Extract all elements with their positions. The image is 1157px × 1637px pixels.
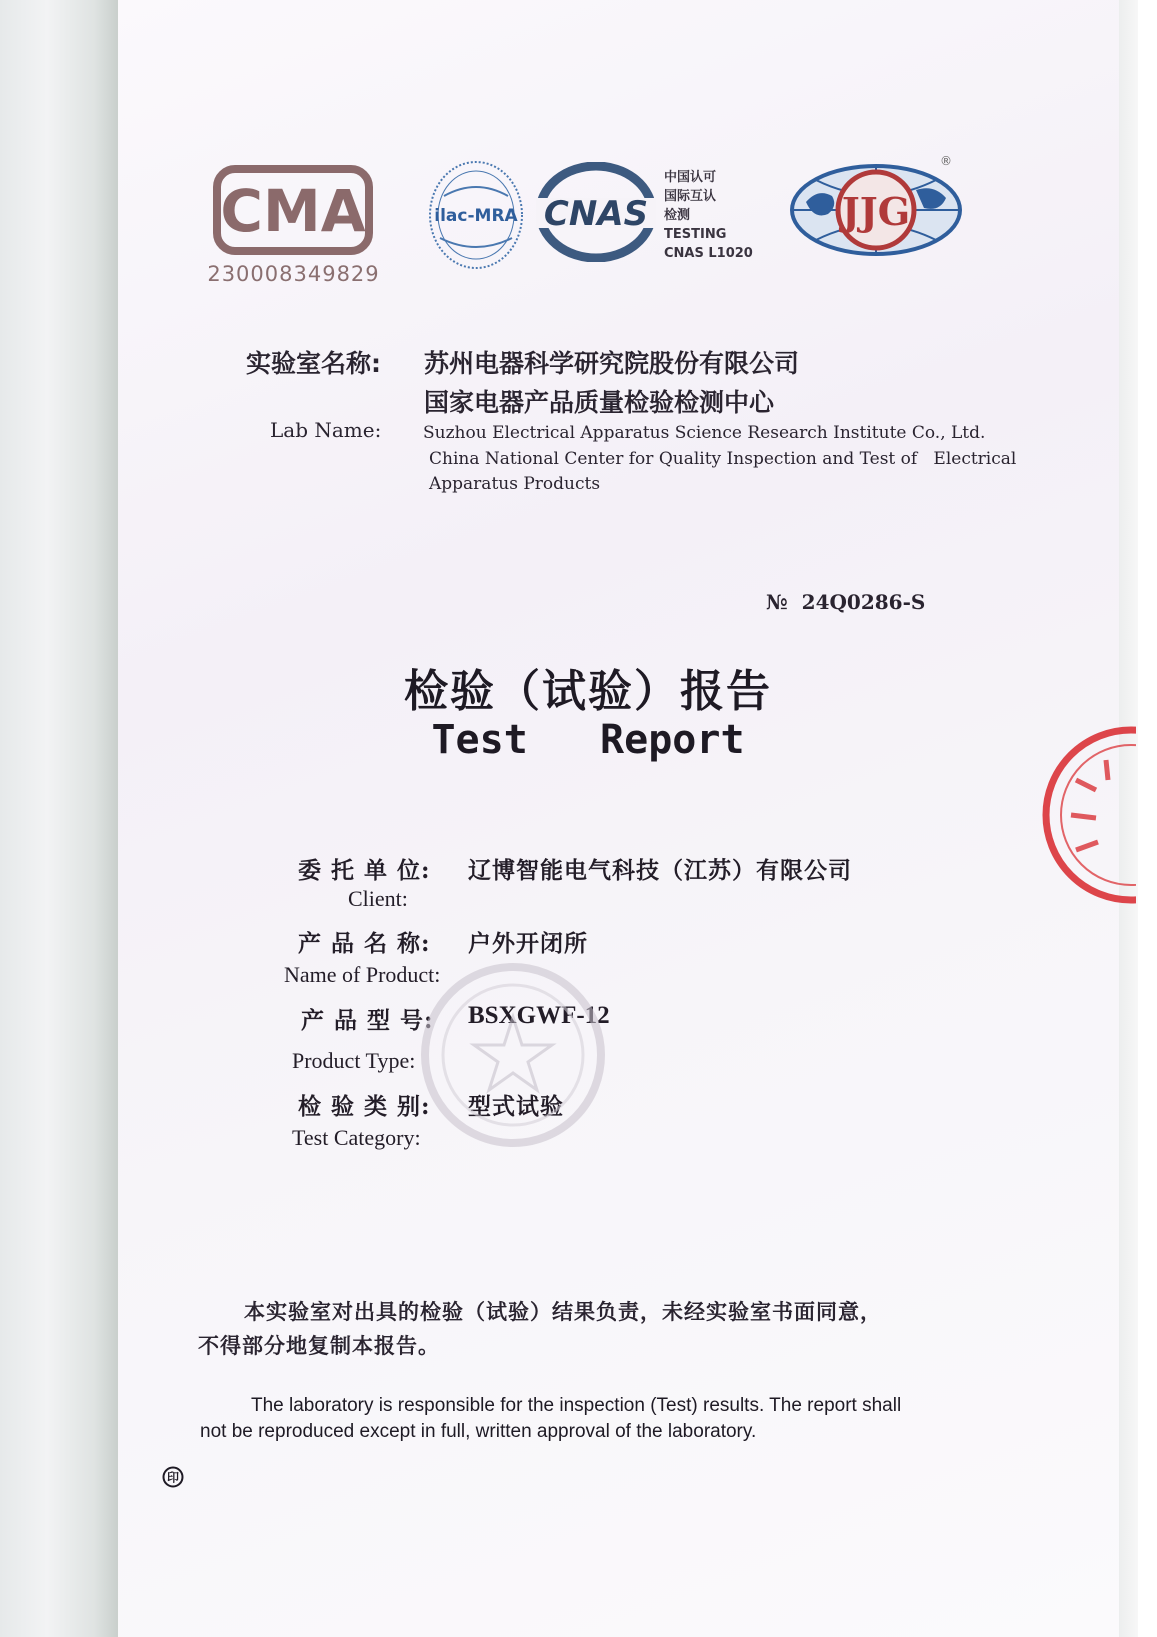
report-title-zh: 检验（试验）报告 (404, 666, 772, 717)
cnas-logo (536, 162, 656, 262)
registered-symbol: ® (940, 154, 952, 168)
ilac-mark-text: ilac-MRA (434, 206, 518, 226)
lab-name-label-en: Lab Name: (270, 418, 382, 442)
product-type-value: BSXGWF-12 (468, 1002, 610, 1029)
statement-en-line-2: not be reproduced except in full, written approval of the laboratory. (200, 1421, 757, 1442)
cnas-line-5: CNAS L1020 (664, 246, 753, 261)
embossed-seal (418, 955, 608, 1155)
report-number: № 24Q0286-S (766, 590, 926, 614)
cnas-line-1: 中国认可 (664, 170, 717, 185)
globe-certification-logo (786, 160, 966, 260)
cnas-mark-text: CNAS (543, 194, 649, 234)
lab-name-en-line-3: Apparatus Products (429, 474, 601, 494)
cma-certificate-number: 230008349829 (207, 262, 380, 286)
cma-logo (213, 165, 373, 255)
binder-edge (0, 0, 119, 1637)
cnas-line-4: TESTING (664, 227, 727, 242)
product-name-value: 户外开闭所 (468, 930, 588, 957)
ccc-mark-text: JJG (841, 189, 911, 234)
cnas-line-3: 检测 (664, 208, 691, 223)
product-type-label-zh: 产 品 型 号: (301, 1007, 434, 1034)
print-mark-icon (162, 1466, 184, 1488)
document-page (118, 0, 1138, 1637)
client-label-en: Client: (348, 886, 408, 911)
product-name-label-zh: 产 品 名 称: (298, 930, 431, 957)
report-title-en: Test Report (431, 717, 745, 763)
cnas-side-text (664, 168, 764, 263)
lab-name-zh-line-2: 国家电器产品质量检验检测中心 (424, 388, 775, 417)
print-mark-text: 印 (166, 1470, 180, 1485)
cnas-line-2: 国际互认 (664, 189, 717, 204)
cma-mark-text: CMA (220, 177, 366, 245)
ilac-mra-logo (426, 158, 526, 273)
client-label-zh: 委 托 单 位: (298, 857, 431, 884)
lab-name-label-zh: 实验室名称: (246, 349, 381, 378)
lab-name-en-line-1: Suzhou Electrical Apparatus Science Research Institute Co., Ltd. (423, 423, 986, 443)
statement-zh-line-1: 本实验室对出具的检验（试验）结果负责，未经实验室书面同意， (244, 1299, 882, 1324)
test-category-value: 型式试验 (468, 1093, 564, 1120)
product-type-label-en: Product Type: (292, 1048, 416, 1073)
product-name-label-en: Name of Product: (284, 962, 441, 987)
lab-name-en-line-2: China National Center for Quality Inspection and Test of Electrical (429, 449, 1017, 469)
test-category-label-en: Test Category: (292, 1125, 421, 1150)
test-category-label-zh: 检 验 类 别: (298, 1093, 431, 1120)
statement-en-line-1: The laboratory is responsible for the inspection (Test) results. The report shall (251, 1395, 902, 1416)
statement-zh-line-2: 不得部分地复制本报告。 (198, 1333, 440, 1358)
client-value: 辽博智能电气科技（江苏）有限公司 (468, 857, 852, 884)
lab-name-zh-line-1: 苏州电器科学研究院股份有限公司 (424, 349, 800, 378)
red-seal-stamp (1036, 720, 1136, 910)
